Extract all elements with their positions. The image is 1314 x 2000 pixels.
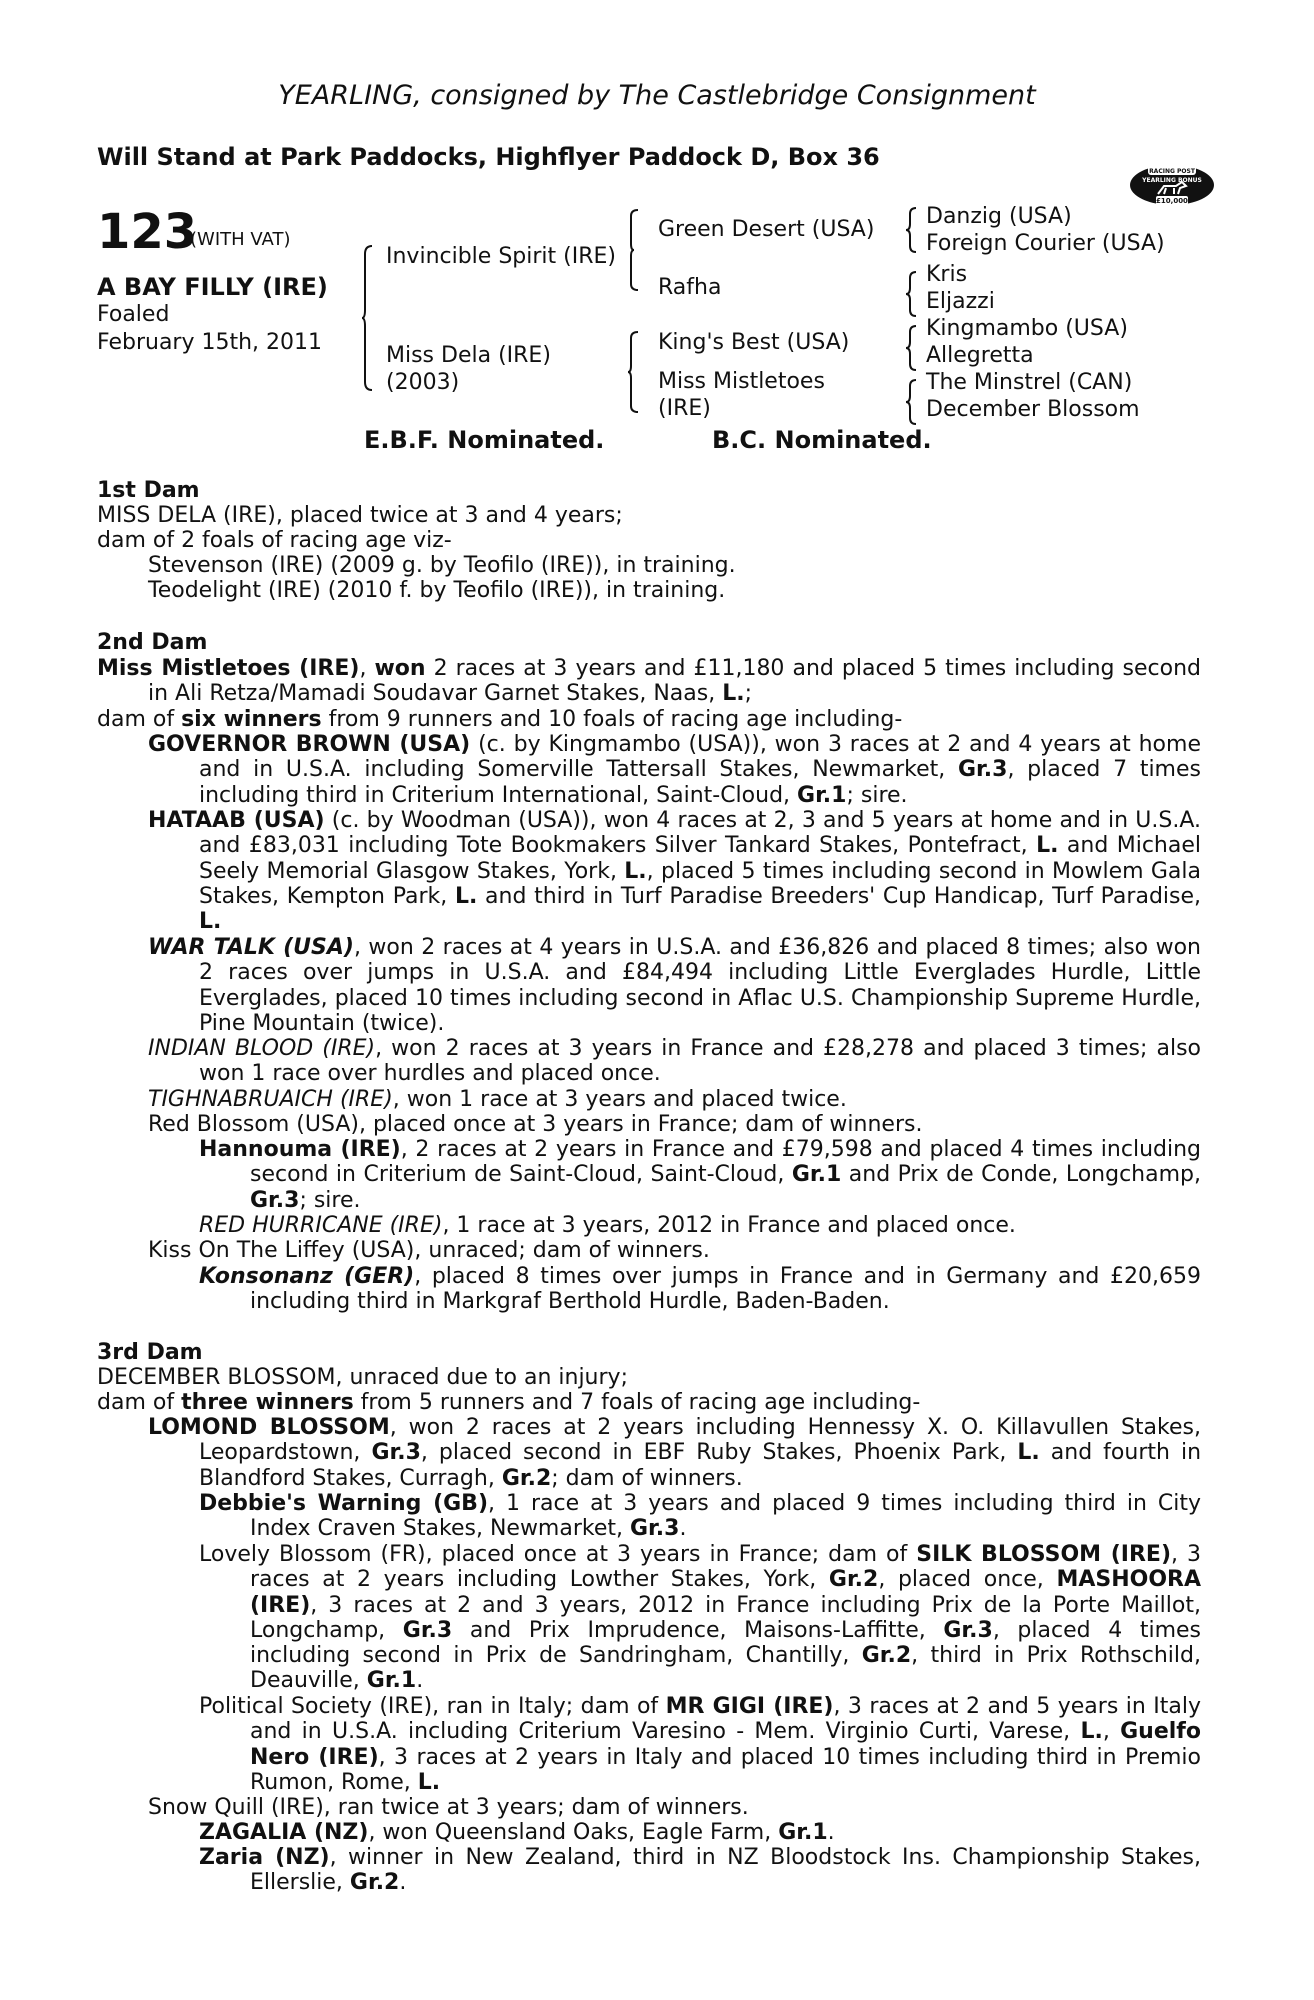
second-dam-heading: 2nd Dam [97,630,208,655]
grandprogeny-entry: RED HURRICANE (IRE), 1 race at 3 years, 2012 in France and placed once. [199,1213,1016,1238]
pedigree-dam-dam: Miss Mistletoes [658,369,825,394]
grandprogeny-entry: Konsonanz (GER), placed 8 times over jumps in France and in Germany and £20,659 including third in Markgraf Berthold Hurdle, Baden-Baden. [199,1264,1201,1315]
progeny-entry: LOMOND BLOSSOM, won 2 races at 2 years including Hennessy X. O. Killavullen Stakes, Leopardstown, Gr.3, placed second in EBF Ruby Stakes, Phoenix Park, L. and fourth in Blandford Stakes, Curragh, Gr.2; dam of winners. [148,1415,1202,1491]
pedigree-bracket [362,244,374,394]
grandprogeny-entry: Debbie's Warning (GB), 1 race at 3 years and placed 9 times including third in City Index Craven Stakes, Newmarket, Gr.3. [199,1491,1202,1542]
first-dam-line: MISS DELA (IRE), placed twice at 3 and 4 years; [97,503,623,528]
svg-text:RACING POST: RACING POST [1149,168,1195,175]
first-dam-foal: Teodelight (IRE) (2010 f. by Teofilo (IRE)), in training. [148,578,726,603]
catalogue-heading: YEARLING, consigned by The Castlebridge Consignment [278,80,1036,111]
foaled-label: Foaled [97,302,170,327]
pedigree-ggd-3: Allegretta [926,343,1034,368]
lot-description: A BAY FILLY (IRE) [97,273,328,301]
pedigree-ggs-3: Kingmambo (USA) [926,316,1128,341]
bc-nomination: B.C. Nominated. [712,426,932,454]
svg-text:£10,000: £10,000 [1156,197,1188,205]
pedigree-ggs-1: Danzig (USA) [926,204,1072,229]
progeny-entry: Red Blossom (USA), placed once at 3 years in France; dam of winners. [148,1112,923,1137]
pedigree-sire-sire: Green Desert (USA) [658,217,875,242]
pedigree-dam-dam-suffix: (IRE) [658,396,711,421]
pedigree-sire-dam: Rafha [658,275,722,300]
first-dam-foals-line: dam of 2 foals of racing age viz- [97,528,452,553]
pedigree-bracket [906,206,918,256]
third-dam-line: DECEMBER BLOSSOM, unraced due to an injury; [97,1365,628,1390]
pedigree-dam: Miss Dela (IRE) [386,343,551,368]
pedigree-ggd-2: Eljazzi [926,289,995,314]
yearling-bonus-badge-icon [1128,162,1216,208]
ebf-nomination: E.B.F. Nominated. [364,426,605,454]
progeny-entry: WAR TALK (USA), won 2 races at 4 years in U.S.A. and £36,826 and placed 8 times; also won 2 races over jumps in U.S.A. and £84,494 including Little Everglades Hurdle, Little Everglades, placed 10 times including second in Aflac U.S. Championship Supreme Hurdle, Pine Mountain (twice). [148,935,1201,1036]
vat-note: (WITH VAT) [190,229,291,250]
first-dam-heading: 1st Dam [97,478,200,503]
grandprogeny-entry: Political Society (IRE), ran in Italy; dam of MR GIGI (IRE), 3 races at 2 and 5 years in Italy and in U.S.A. including Criterium Varesino - Mem. Virginio Curti, Varese, L., Guelfo Nero (IRE), 3 races at 2 years in Italy and placed 10 times including third in Premio Rumon, Rome, L. [199,1694,1201,1795]
grandprogeny-entry: Hannouma (IRE), 2 races at 2 years in France and £79,598 and placed 4 times including second in Criterium de Saint-Cloud, Saint-Cloud, Gr.1 and Prix de Conde, Longchamp, Gr.3; sire. [199,1137,1201,1213]
pedigree-dam-sire: King's Best (USA) [658,330,850,355]
pedigree-ggd-4: December Blossom [926,397,1140,422]
pedigree-ggs-2: Kris [926,262,968,287]
lot-number: 123 [97,204,198,260]
third-dam-dam-of: dam of three winners from 5 runners and 7 foals of racing age including- [97,1390,921,1415]
svg-text:YEARLING BONUS: YEARLING BONUS [1142,177,1202,184]
stand-location: Will Stand at Park Paddocks, Highflyer Paddock D, Box 36 [97,143,880,171]
first-dam-foal: Stevenson (IRE) (2009 g. by Teofilo (IRE)), in training. [148,553,736,578]
pedigree-bracket [906,378,918,428]
progeny-entry: TIGHNABRUAICH (IRE), won 1 race at 3 years and placed twice. [148,1087,847,1112]
grandprogeny-entry: Zaria (NZ), winner in New Zealand, third in NZ Bloodstock Ins. Championship Stakes, Ellerslie, Gr.2. [199,1845,1201,1896]
pedigree-bracket [906,324,918,374]
pedigree-dam-year: (2003) [386,370,460,395]
third-dam-heading: 3rd Dam [97,1340,203,1365]
progeny-entry: INDIAN BLOOD (IRE), won 2 races at 3 years in France and £28,278 and placed 3 times; also won 1 race over hurdles and placed once. [148,1036,1201,1087]
progeny-entry: Kiss On The Liffey (USA), unraced; dam of winners. [148,1238,710,1263]
pedigree-ggd-1: Foreign Courier (USA) [926,231,1165,256]
progeny-entry: GOVERNOR BROWN (USA) (c. by Kingmambo (USA)), won 3 races at 2 and 4 years at home and in U.S.A. including Somerville Tattersall Stakes, Newmarket, Gr.3, placed 7 times including third in Criterium International, Saint-Cloud, Gr.1; sire. [148,732,1201,808]
pedigree-sire: Invincible Spirit (IRE) [386,244,616,269]
pedigree-bracket [906,270,918,320]
grandprogeny-entry: ZAGALIA (NZ), won Queensland Oaks, Eagle Farm, Gr.1. [199,1820,835,1845]
progeny-entry: Snow Quill (IRE), ran twice at 3 years; dam of winners. [148,1795,749,1820]
grandprogeny-entry: Lovely Blossom (FR), placed once at 3 years in France; dam of SILK BLOSSOM (IRE), 3 races at 2 years including Lowther Stakes, York, Gr.2, placed once, MASHOORA (IRE), 3 races at 2 and 3 years, 2012 in France including Prix de la Porte Maillot, Longchamp, Gr.3 and Prix Imprudence, Maisons-Laffitte, Gr.3, placed 4 times including second in Prix de Sandringham, Chantilly, Gr.2, third in Prix Rothschild, Deauville, Gr.1. [199,1542,1202,1694]
pedigree-bracket [628,208,640,298]
progeny-entry: HATAAB (USA) (c. by Woodman (USA)), won 4 races at 2, 3 and 5 years at home and in U.S.A. and £83,031 including Tote Bookmakers Silver Tankard Stakes, Pontefract, L. and Michael Seely Memorial Glasgow Stakes, York, L., placed 5 times including second in Mowlem Gala Stakes, Kempton Park, L. and third in Turf Paradise Breeders' Cup Handicap, Turf Paradise, L. [148,808,1202,935]
pedigree-bracket [628,330,640,420]
second-dam-dam-of: dam of six winners from 9 runners and 10 foals of racing age including- [97,707,903,732]
pedigree-ggs-4: The Minstrel (CAN) [926,370,1133,395]
foaled-date: February 15th, 2011 [97,330,323,355]
second-dam-intro: Miss Mistletoes (IRE), won 2 races at 3 years and £11,180 and placed 5 times including second in Ali Retza/Mamadi Soudavar Garnet Stakes, Naas, L.; [97,656,1201,707]
